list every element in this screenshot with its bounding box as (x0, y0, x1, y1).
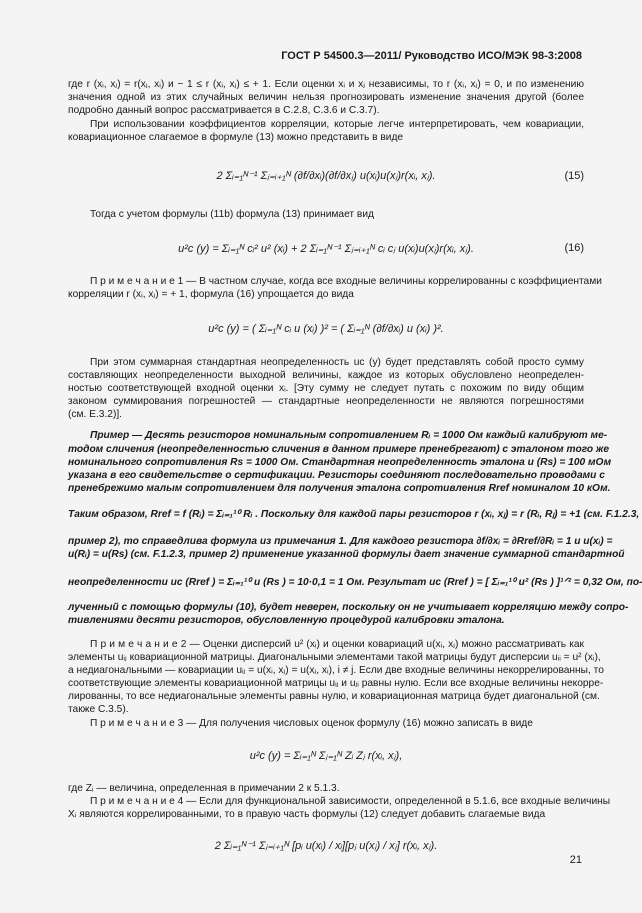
example-paragraph (68, 601, 629, 627)
formula-expression: 2 Σᵢ₌₁ᴺ⁻¹ Σⱼ₌ᵢ₊₁ᴺ [pᵢ u(xᵢ) / xᵢ][pⱼ u(xⱼ) / xⱼ] r(xᵢ, xⱼ). (214, 839, 438, 852)
paragraph (68, 208, 584, 221)
text-line: лученный с помощью формулы (10), будет неверен, поскольку он не учитывает корреляцию между сопро- (68, 602, 629, 614)
text-line: Тогда с учетом формулы (11b) формула (13) принимает вид (90, 208, 374, 220)
text-line: (см. Е.3.2)]. (68, 409, 122, 421)
text-line: элементы uᵢⱼ ковариационной матрицы. Диагональными элементами такой матрицы будут дисперсии uᵢᵢ = u² (xᵢ), (68, 651, 601, 663)
example-paragraph (68, 429, 612, 495)
spacer (68, 561, 584, 576)
spacer (68, 589, 584, 601)
formula-expression: 2 Σᵢ₌₁ᴺ⁻¹ Σⱼ₌ᵢ₊₁ᴺ (∂f/∂xᵢ)(∂f/∂xⱼ) u(xᵢ)u(xⱼ)r(xᵢ, xⱼ). (216, 170, 436, 183)
text-line: При этом суммарная стандартная неопределенность uc (y) будет представлять собой просто сумму (90, 356, 584, 368)
text-line: ковариационное слагаемое в формуле (13) можно представить в виде (68, 131, 404, 143)
text-line: номинального сопротивления Rs = 1000 Ом. Стандартная неопределенность эталона u (Rs) = 100 мОм (68, 456, 612, 468)
example-paragraph (68, 508, 640, 521)
text-line: П р и м е ч а н и е 1 — В частном случае, когда все входные величины коррелированны с коэффициентами (90, 276, 602, 288)
document-header: ГОСТ Р 54500.3—2011/ Руководство ИСО/МЭК 98-3:2008 (281, 50, 582, 62)
page-body (68, 78, 642, 869)
page-number: 21 (569, 854, 582, 866)
formula (68, 730, 584, 782)
text-line: где r (xᵢ, xⱼ) = r(xⱼ, xᵢ) и − 1 ≤ r (xᵢ, xⱼ) ≤ + 1. Если оценки xᵢ и xⱼ независимы, то r (xᵢ, xⱼ) = 0, и по изменению (68, 79, 584, 90)
text-line: законом суммирования погрешностей — стандартные неопределенности не являются погрешностями (68, 396, 584, 408)
formula-expression: u²c (y) = Σᵢ₌₁ᴺ Σⱼ₌₁ᴺ Zᵢ Zⱼ r(xᵢ, xⱼ), (249, 750, 403, 763)
text-line: Xᵢ являются коррелированными, то в правую часть формулы (12) следует добавить слагаемые вида (68, 809, 546, 821)
text-line: При использовании коэффициентов корреляции, которые легче интерпретировать, чем ковариации, (90, 118, 584, 130)
text-line: П р и м е ч а н и е 4 — Если для функциональной зависимости, определенной в 5.1.6, все входные величины (90, 796, 611, 807)
formula (68, 821, 584, 869)
text-line: Таким образом, Rref = f (Rᵢ) = Σᵢ₌₁¹⁰ Rᵢ . Поскольку для каждой пары резисторов r (xᵢ, xⱼ) = r (Rᵢ, Rⱼ) = +1 (см. F.1.2.3, (68, 509, 640, 521)
paragraph (68, 717, 584, 730)
paragraph (68, 356, 584, 422)
spacer (68, 421, 584, 429)
formula-number: (15) (564, 169, 584, 182)
text-line: П р и м е ч а н и е 3 — Для получения числовых оценок формулу (16) можно записать в виде (90, 717, 533, 729)
text-line: пример 2), то справедлива формула из примечания 1. Для каждого резистора ∂f/∂xᵢ = ∂Rref/∂Rᵢ = 1 и u(xᵢ) = (68, 535, 613, 547)
example-paragraph (68, 535, 625, 561)
text-line: u(Rᵢ) = u(Rs) (см. F.1.2.3, пример 2) применение указанной формулы дает значение суммарной стандартной (68, 548, 625, 560)
text-line: а недиагональными — ковариации uᵢⱼ = u(xᵢ, xⱼ) = u(xⱼ, xᵢ), i ≠ j. Если две входные величины некоррелированны, то (68, 664, 604, 676)
paragraph (68, 795, 611, 821)
formula (68, 302, 584, 356)
formula (68, 144, 584, 208)
paragraph (68, 638, 604, 717)
formula (68, 221, 584, 275)
text-line: неопределенности uc (Rref ) = Σᵢ₌₁¹⁰ u (Rs ) = 10·0,1 = 1 Ом. Результат uc (Rref ) = [ Σᵢ₌₁¹⁰ u² (Rs ) ]¹ᐟ² = 0,32 Ом, по- (68, 576, 642, 588)
text-line: где Zᵢ — величина, определенная в примечании 2 к 5.1.3. (68, 782, 340, 794)
spacer (68, 495, 584, 508)
formula-expression: u²c (y) = Σᵢ₌₁ᴺ cᵢ² u² (xᵢ) + 2 Σᵢ₌₁ᴺ⁻¹ Σⱼ₌ᵢ₊₁ᴺ cᵢ cⱼ u(xᵢ)u(xⱼ)r(xᵢ, xⱼ). (178, 242, 474, 255)
text-line: лированны, то все недиагональные элементы равны нулю, и ковариационная матрица будет диагональной (см. (68, 691, 600, 703)
spacer (68, 628, 584, 638)
paragraph (68, 78, 584, 118)
paragraph (68, 275, 602, 301)
text-line: тодом сличения (неопределенностью сличения в данном примере пренебрегают) с эталоном того же (68, 443, 610, 455)
text-line: соответствующие элементы ковариационной матрицы uᵢⱼ и uⱼᵢ равны нулю. Если все входные величины некорре- (68, 678, 604, 690)
spacer (68, 522, 584, 535)
text-line: тивлениями десяти резисторов, обусловленную процедурой калибровки эталона. (68, 615, 505, 627)
text-line: указана в его свидетельстве о сертификации. Резисторы соединяют последовательно проводами с (68, 470, 605, 481)
text-line: ностью соответствующей входной оценки xᵢ. [Эту сумму не следует путать с похожим по виду общим (68, 382, 584, 394)
paragraph (68, 782, 584, 795)
text-line: подробно данный вопрос рассматривается в С.2.8, С.3.6 и С.3.7). (68, 105, 380, 117)
text-line: пренебрежимо малым сопротивлением для получения эталона сопротивления Rref номиналом 10 кОм. (68, 483, 611, 495)
formula-expression: u²c (y) = ( Σᵢ₌₁ᴺ cᵢ u (xᵢ) )² = ( Σᵢ₌₁ᴺ (∂f/∂xᵢ) u (xᵢ) )². (208, 323, 444, 335)
formula-number: (16) (564, 242, 584, 255)
text-line: П р и м е ч а н и е 2 — Оценки дисперсий u² (xᵢ) и оценки ковариаций u(xᵢ, xⱼ) можно рассматривать как (90, 638, 584, 650)
text-line: Пример — Десять резисторов номинальным сопротивлением Rᵢ = 1000 Ом каждый калибруют ме- (90, 430, 608, 442)
text-line: корреляции r (xᵢ, xⱼ) = + 1, формула (16) упрощается до вида (68, 289, 354, 301)
text-line: значения одной из этих случайных величин нельзя прогнозировать изменение значения другой (более (68, 92, 584, 104)
example-paragraph (68, 576, 642, 589)
text-line: также С.3.5). (68, 704, 129, 716)
text-line: составляющих неопределенности выходной величины, каждое из которых обусловлено неопределен- (68, 369, 584, 381)
paragraph (68, 118, 584, 144)
